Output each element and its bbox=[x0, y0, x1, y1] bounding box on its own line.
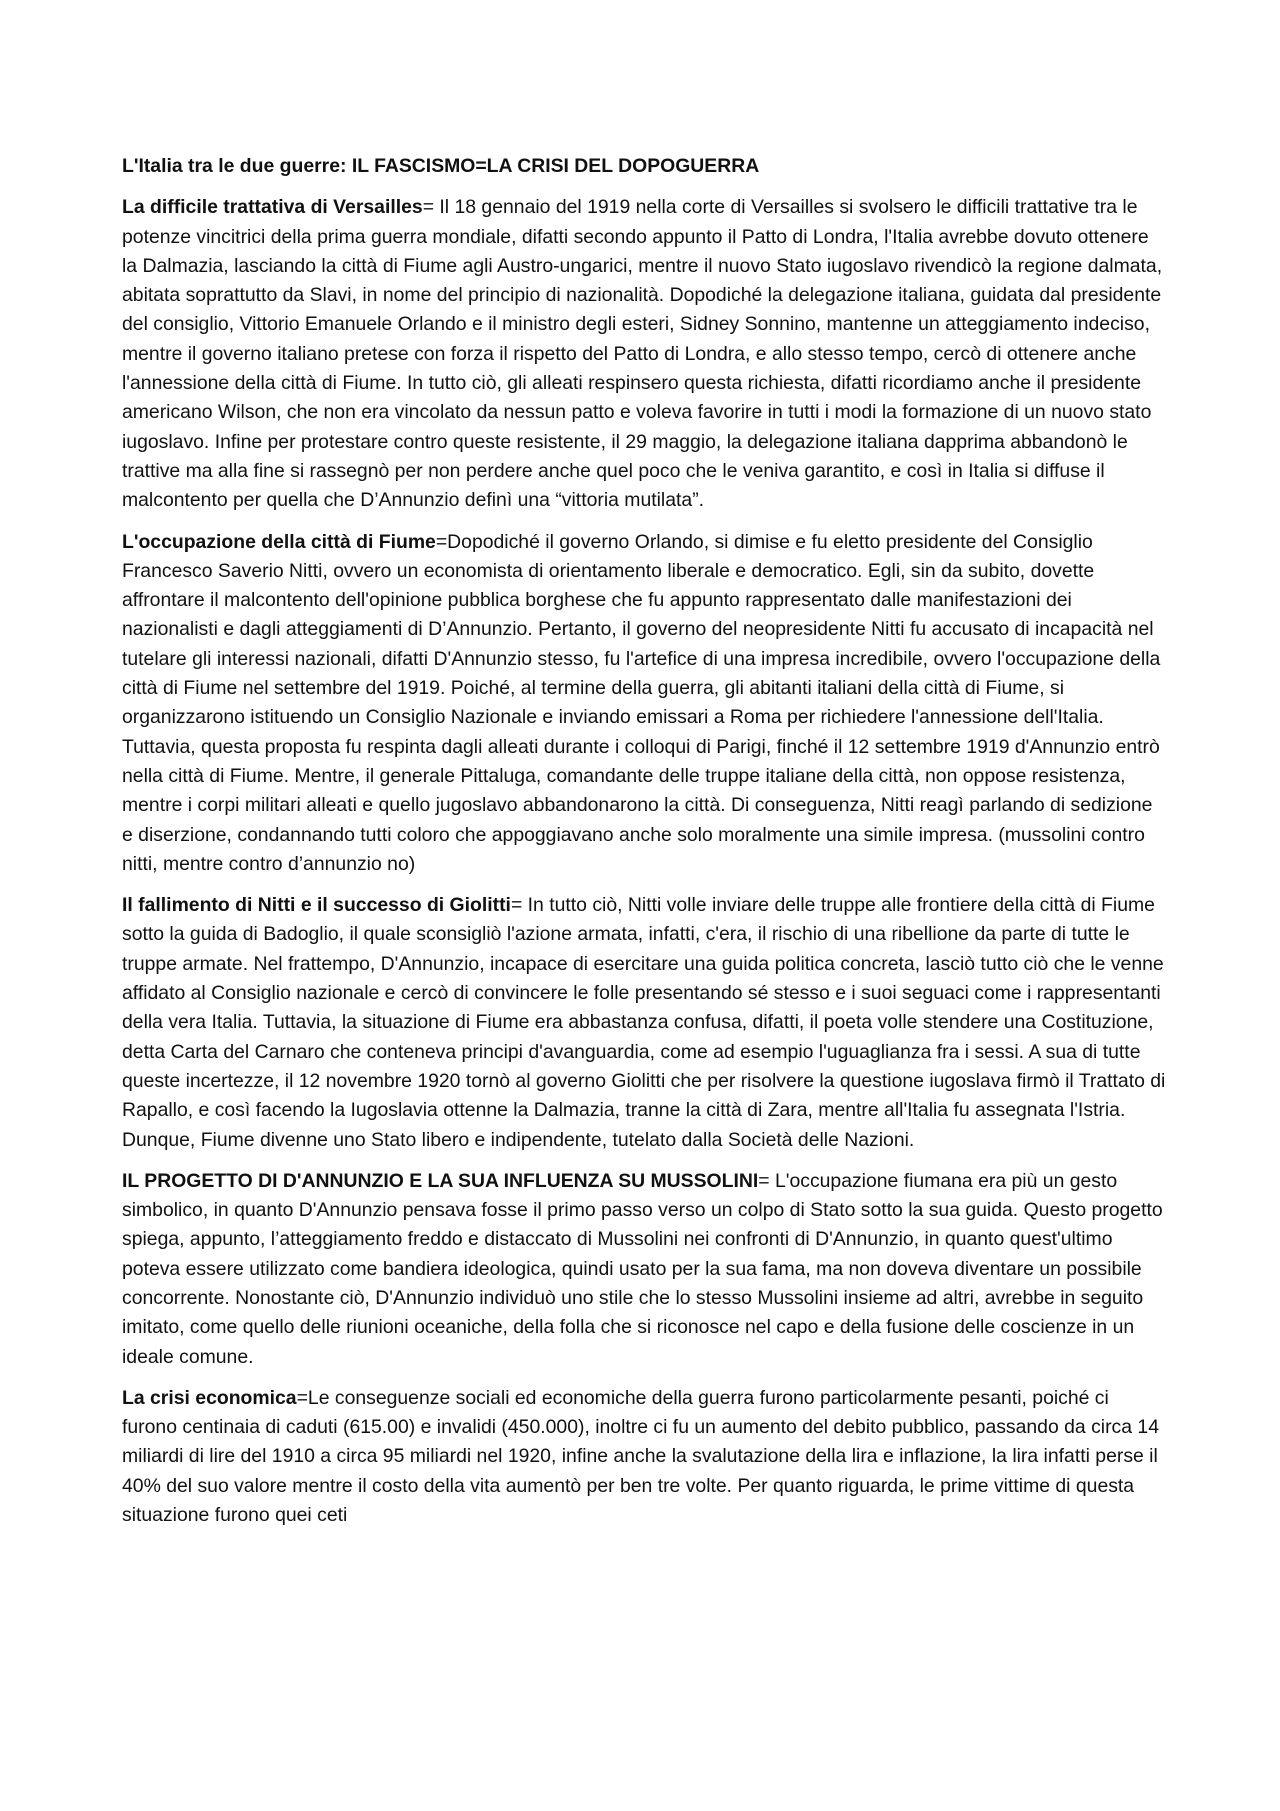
section-heading: L'occupazione della città di Fiume bbox=[122, 530, 436, 553]
section-nitti-giolitti bbox=[122, 891, 1166, 1155]
section-body: = In tutto ciò, Nitti volle inviare delle truppe alle frontiere della città di Fiume sotto la guida di Badoglio, il quale sconsigliò l'azione armata, infatti, c'era, il rischio di una ribellione da parte di tutte le truppe armate. Nel frattempo, D'Annunzio, incapace di esercitare una guida politica concreta, lasciò tutto ciò che le venne affidato al Consiglio nazionale e cercò di convincere le folle presentando sé stesso e i suoi seguaci come i rappresentanti della vera Italia. Tuttavia, la situazione di Fiume era abbastanza confusa, difatti, il poeta volle stendere una Costituzione, detta Carta del Carnaro che conteneva principi d'avanguardia, come ad esempio l'uguaglianza fra i sessi. A sua di tutte queste incertezze, il 12 novembre 1920 tornò al governo Giolitti che per risolvere la questione iugoslava firmò il Trattato di Rapallo, e così facendo la Iugoslavia ottenne la Dalmazia, tranne la città di Zara, mentre all'Italia fu assegnata l'Istria. Dunque, Fiume divenne uno Stato libero e indipendente, tutelato dalla Società delle Nazioni. bbox=[122, 894, 1166, 1151]
section-heading: La crisi economica bbox=[122, 1386, 297, 1409]
section-body: =Le conseguenze sociali ed economiche della guerra furono particolarmente pesanti, poiché ci furono centinaia di caduti (615.00) e invalidi (450.000), inoltre ci fu un aumento del debito pubblico, passando da circa 14 miliardi di lire del 1910 a circa 95 miliardi nel 1920, infine anche la svalutazione della lira e inflazione, la lira infatti perse il 40% del suo valore mentre il costo della vita aumentò per ben tre volte. Per quanto riguarda, le prime vittime di questa situazione furono quei ceti bbox=[122, 1386, 1159, 1527]
section-heading: La difficile trattativa di Versailles bbox=[122, 196, 423, 219]
section-heading: Il fallimento di Nitti e il successo di Giolitti bbox=[122, 894, 511, 917]
document-title: L'Italia tra le due guerre: IL FASCISMO=LA CRISI DEL DOPOGUERRA bbox=[122, 155, 760, 177]
section-fiume bbox=[122, 528, 1166, 880]
section-versailles bbox=[122, 193, 1166, 515]
section-heading: IL PROGETTO DI D'ANNUNZIO E LA SUA INFLUENZA SU MUSSOLINI bbox=[122, 1169, 759, 1192]
section-crisi-economica bbox=[122, 1384, 1166, 1530]
section-dannunzio-mussolini bbox=[122, 1167, 1166, 1372]
document-page bbox=[122, 152, 1166, 1542]
section-body: =Dopodiché il governo Orlando, si dimise e fu eletto presidente del Consiglio Francesco Saverio Nitti, ovvero un economista di orientamento liberale e democratico. Egli, sin da subito, dovette affrontare il malcontento dell'opinione pubblica borghese che fu appunto rappresentato dalle manifestazioni dei nazionalisti e dagli atteggiamenti di D’Annunzio. Pertanto, il governo del neopresidente Nitti fu accusato di incapacità nel tutelare gli interessi nazionali, difatti D'Annunzio stesso, fu l'artefice di una impresa incredibile, ovvero l'occupazione della città di Fiume nel settembre del 1919. Poiché, al termine della guerra, gli abitanti italiani della città di Fiume, si organizzarono istituendo un Consiglio Nazionale e inviando emissari a Roma per richiedere l'annessione dell'Italia. Tuttavia, questa proposta fu respinta dagli alleati durante i colloqui di Parigi, finché il 12 settembre 1919 d'Annunzio entrò nella città di Fiume. Mentre, il generale Pittaluga, comandante delle truppe italiane della città, non oppose resistenza, mentre i corpi militari alleati e quello jugoslavo abbandonarono la città. Di conseguenza, Nitti reagì parlando di sedizione e diserzione, condannando tutti coloro che appoggiavano anche solo moralmente una simile impresa. (mussolini contro nitti, mentre contro d’annunzio no) bbox=[122, 530, 1161, 875]
section-body: = Il 18 gennaio del 1919 nella corte di Versailles si svolsero le difficili trattative tra le potenze vincitrici della prima guerra mondiale, difatti secondo appunto il Patto di Londra, l'Italia avrebbe dovuto ottenere la Dalmazia, lasciando la città di Fiume agli Austro-ungarici, mentre il nuovo Stato iugoslavo rivendicò la regione dalmata, abitata soprattutto da Slavi, in nome del principio di nazionalità. Dopodiché la delegazione italiana, guidata dal presidente del consiglio, Vittorio Emanuele Orlando e il ministro degli esteri, Sidney Sonnino, mantenne un atteggiamento indeciso, mentre il governo italiano pretese con forza il rispetto del Patto di Londra, e allo stesso tempo, cercò di ottenere anche l'annessione della città di Fiume. In tutto ciò, gli alleati respinsero questa richiesta, difatti ricordiamo anche il presidente americano Wilson, che non era vincolato da nessun patto e voleva favorire in tutti i modi la formazione di un nuovo stato iugoslavo. Infine per protestare contro queste resistente, il 29 maggio, la delegazione italiana dapprima abbandonò le trattive ma alla fine si rassegnò per non perdere anche quel poco che le veniva garantito, e così in Italia si diffuse il malcontento per quella che D’Annunzio definì una “vittoria mutilata”. bbox=[122, 196, 1163, 512]
section-body: = L'occupazione fiumana era più un gesto simbolico, in quanto D'Annunzio pensava fosse il primo passo verso un colpo di Stato sotto la sua guida. Questo progetto spiega, appunto, l’atteggiamento freddo e distaccato di Mussolini nei confronti di D'Annunzio, in quanto quest'ultimo poteva essere utilizzato come bandiera ideologica, quindi usato per la sua fama, ma non doveva diventare un possibile concorrente. Nonostante ciò, D'Annunzio individuò uno stile che lo stesso Mussolini insieme ad altri, avrebbe in seguito imitato, come quello delle riunioni oceaniche, della folla che si riconosce nel capo e della fusione delle coscienze in un ideale comune. bbox=[122, 1169, 1163, 1368]
